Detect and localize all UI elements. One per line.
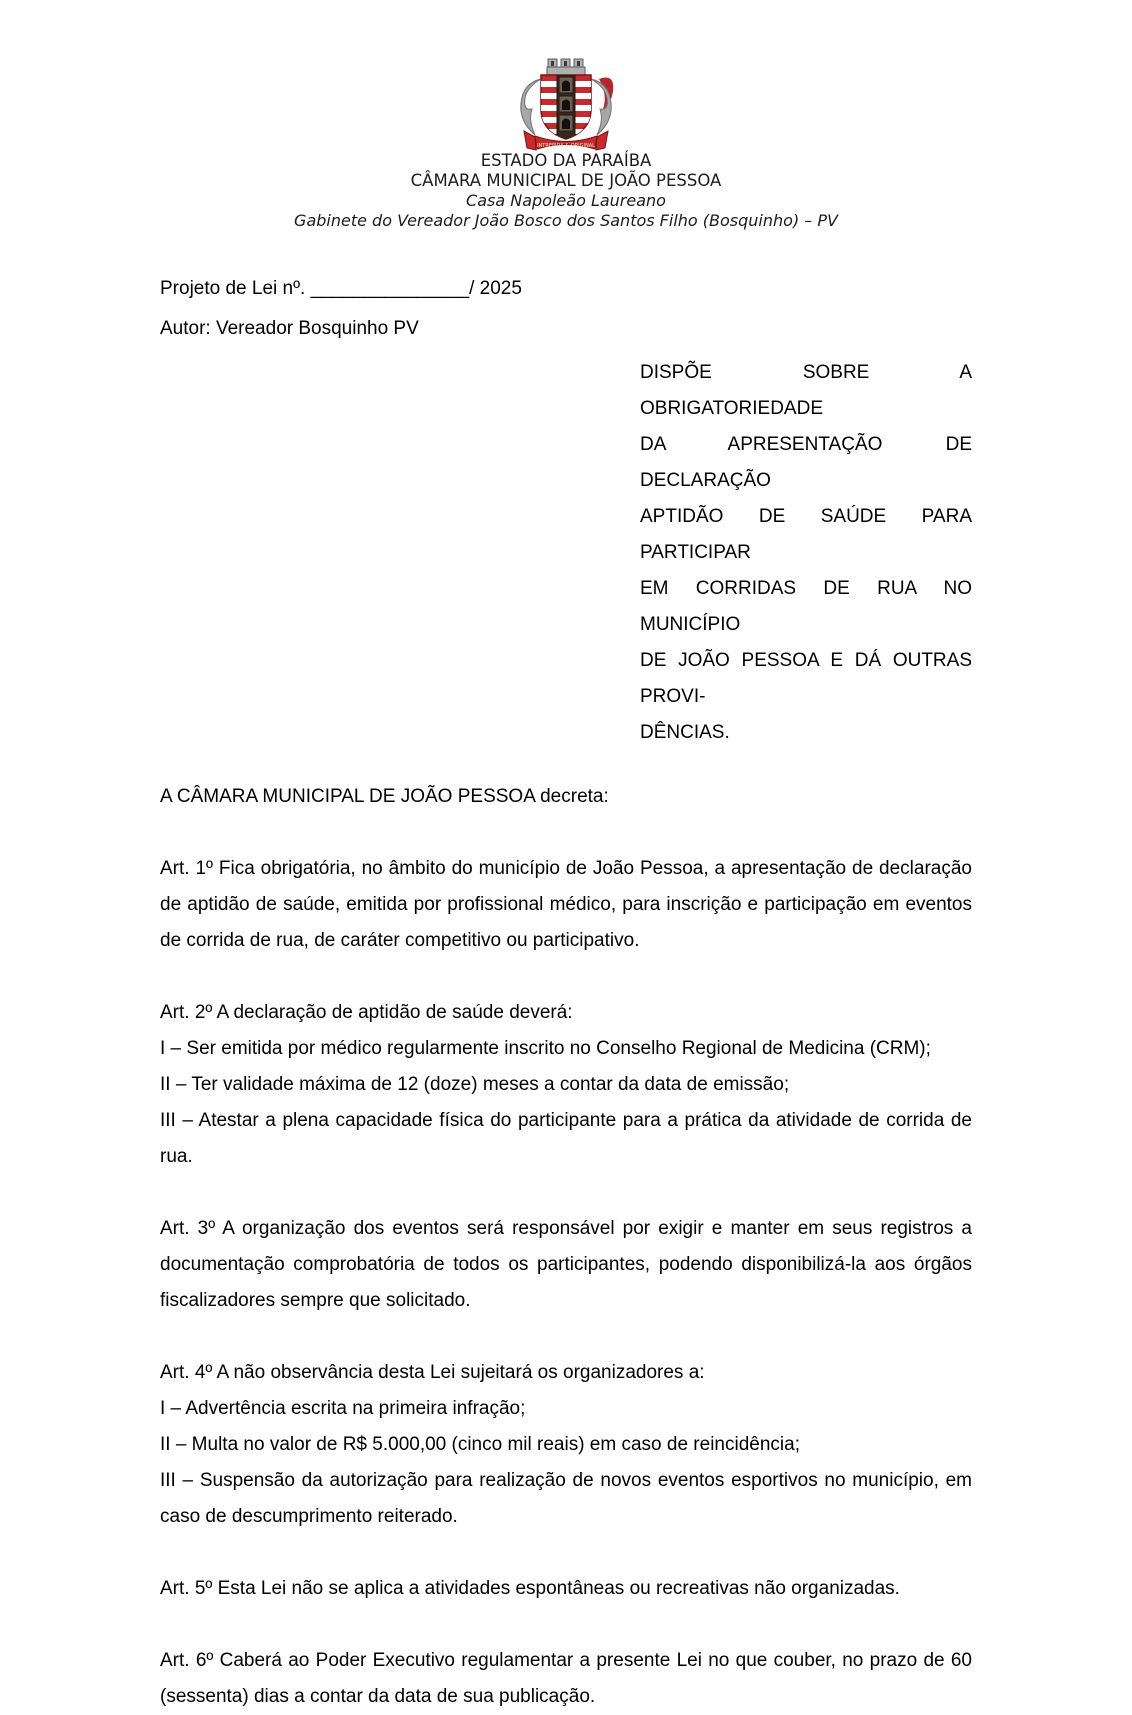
ementa-line: DA APRESENTAÇÃO DE DECLARAÇÃO: [640, 434, 972, 491]
article: [160, 851, 972, 959]
letterhead-office: Gabinete do Vereador João Bosco dos Santos Filho (Bosquinho) – PV: [294, 211, 838, 230]
ementa-line: DÊNCIAS.: [640, 722, 730, 743]
article-item: III – Suspensão da autorização para realização de novos eventos esportivos no município, em caso de descumprimento reiterado.: [160, 1470, 972, 1527]
article-item: II – Ter validade máxima de 12 (doze) meses a contar da data de emissão;: [160, 1074, 790, 1095]
articles: [160, 851, 972, 1715]
article: [160, 1571, 972, 1607]
article-item: I – Ser emitida por médico regularmente inscrito no Conselho Regional de Medicina (CRM);: [160, 1038, 931, 1059]
letterhead-state: ESTADO DA PARAÍBA: [480, 151, 652, 170]
project-number-label: Projeto de Lei nº.: [160, 278, 311, 299]
letterhead-house: Casa Napoleão Laureano: [466, 191, 666, 210]
ementa-line: EM CORRIDAS DE RUA NO MUNICÍPIO: [640, 578, 972, 635]
article-text: Art. 2º A declaração de aptidão de saúde deverá:: [160, 1002, 573, 1023]
author-line: Autor: Vereador Bosquinho PV: [160, 318, 419, 339]
article-item: I – Advertência escrita na primeira infração;: [160, 1398, 526, 1419]
article: [160, 1211, 972, 1319]
letterhead-chamber: CÂMARA MUNICIPAL DE JOÃO PESSOA: [410, 171, 722, 190]
decree-line: A CÂMARA MUNICIPAL DE JOÃO PESSOA decreta:: [160, 786, 609, 807]
article-item: III – Atestar a plena capacidade física do participante para a prática da atividade de corrida de rua.: [160, 1110, 972, 1167]
document-body: [160, 0, 972, 1715]
ementa: [640, 355, 972, 751]
article: [160, 1355, 972, 1535]
project-number-blank: _______________: [310, 278, 470, 299]
crest-motto: INTREPIDA & ORIGINAL: [537, 143, 595, 149]
project-number-line: [160, 271, 972, 307]
article-text: Art. 3º A organização dos eventos será responsável por exigir e manter em seus registros a documentação comprobatória de todos os participantes, podendo disponibilizá-la aos órgãos fiscalizadores sempre que solicitado.: [160, 1218, 972, 1311]
article: [160, 995, 972, 1175]
article-item: II – Multa no valor de R$ 5.000,00 (cinco mil reais) em caso de reincidência;: [160, 1434, 800, 1455]
article-text: Art. 4º A não observância desta Lei sujeitará os organizadores a:: [160, 1362, 705, 1383]
article-text: Art. 5º Esta Lei não se aplica a atividades espontâneas ou recreativas não organizadas.: [160, 1578, 900, 1599]
ementa-line: APTIDÃO DE SAÚDE PARA PARTICIPAR: [640, 506, 972, 563]
article-text: Art. 1º Fica obrigatória, no âmbito do município de João Pessoa, a apresentação de declaração de aptidão de saúde, emitida por profissional médico, para inscrição e participação em eventos de corrida de rua, de caráter competitivo ou participativo.: [160, 858, 972, 951]
project-year: / 2025: [469, 278, 522, 299]
article: [160, 1643, 972, 1715]
ementa-line: DE JOÃO PESSOA E DÁ OUTRAS PROVI-: [640, 650, 972, 707]
ementa-line: DISPÕE SOBRE A OBRIGATORIEDADE: [640, 362, 972, 419]
article-text: Art. 6º Caberá ao Poder Executivo regulamentar a presente Lei no que couber, no prazo de 60 (sessenta) dias a contar da data de sua publicação.: [160, 1650, 972, 1707]
